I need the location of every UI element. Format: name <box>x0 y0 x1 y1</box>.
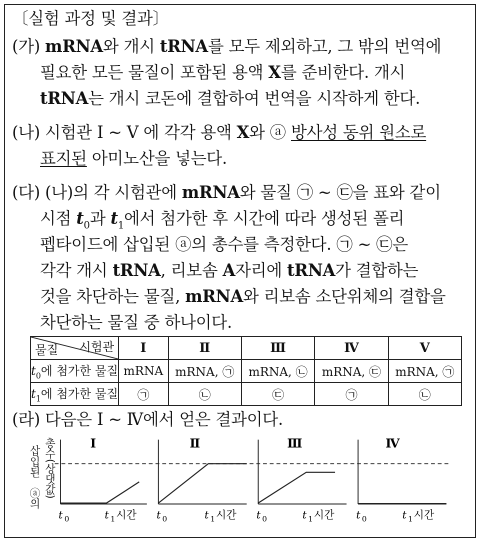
panel-2-t0: t <box>156 509 161 522</box>
tube-header: Ⅱ <box>168 337 241 360</box>
table-row <box>31 383 462 406</box>
panel-2-t1: t <box>204 509 209 522</box>
tube-header: Ⅰ <box>119 337 168 360</box>
panel-3-t0-sub: 0 <box>262 514 267 524</box>
panel-1-t0: t <box>58 509 63 522</box>
trna-term: tRNA <box>112 261 161 280</box>
panel-4-t1-sub: 1 <box>408 514 413 524</box>
text: , 리보솜 <box>160 261 223 280</box>
text: 를 모두 제외하고, 그 밖의 번역에 <box>207 37 442 56</box>
panel-4 <box>356 435 446 523</box>
tube-header: Ⅴ <box>388 337 461 360</box>
panel-2-label: Ⅱ <box>189 435 201 451</box>
table-cell: ㉠ <box>315 383 388 406</box>
t-subscript: 1 <box>35 394 41 404</box>
step-na-line2 <box>40 149 227 169</box>
text: 차단하는 물질 중 하나이다. <box>40 313 233 332</box>
step-na-marker: (나) <box>12 123 41 142</box>
table-cell: ㉠ <box>119 383 168 406</box>
text: 자리에 <box>235 261 288 280</box>
mrna-term: mRNA <box>45 37 103 56</box>
trna-term: tRNA <box>159 37 208 56</box>
table-cell: mRNA, ㉠ <box>168 360 241 383</box>
header-substance-label: 물질 <box>35 343 59 357</box>
panel-3-curve <box>258 472 335 503</box>
table-cell: ㉡ <box>168 383 241 406</box>
text: 과 <box>89 209 111 228</box>
table-cell: mRNA, ㉠ <box>388 360 461 383</box>
a-site-term: A <box>222 261 236 280</box>
text: 에서 첨가한 후 시간에 따라 생성된 폴리 <box>124 209 405 228</box>
step-da-line1 <box>12 183 441 203</box>
table-cell: ㉡ <box>388 383 461 406</box>
step-ga-marker: (가) <box>12 37 41 56</box>
panel-1-label: Ⅰ <box>90 435 97 451</box>
text: 가 결합하는 <box>335 261 419 280</box>
panel-4-label: Ⅳ <box>385 435 400 451</box>
tube-header: Ⅳ <box>315 337 388 360</box>
row-label-text: 에 첨가한 물질 <box>40 386 119 401</box>
panel-4-t1: t <box>402 509 407 522</box>
table-cell: ㉢ <box>241 383 314 406</box>
y-axis-label <box>29 438 56 510</box>
text: 펩타이드에 삽입된 ⓐ의 총수를 측정한다. ㉠ ~ ㉢은 <box>40 235 408 254</box>
step-ga-line3 <box>40 89 420 109</box>
text: 와 물질 ㉠ ~ ㉢을 표와 같이 <box>239 183 441 202</box>
substance-table <box>30 336 462 406</box>
text: 와 개시 <box>102 37 160 56</box>
step-ra-marker: (라) <box>12 410 41 429</box>
panel-1-t1-sub: 1 <box>110 514 116 524</box>
panel-2-time: 시간 <box>216 509 237 522</box>
underlined-text: 방사성 동위 원소로 <box>291 123 427 142</box>
panel-2-t0-sub: 0 <box>162 514 168 524</box>
mrna-term: mRNA <box>181 183 240 202</box>
text: 아미노산을 넣는다. <box>86 149 228 168</box>
panel-3-label: Ⅲ <box>287 435 303 451</box>
section-title <box>12 9 169 29</box>
text: 것을 차단하는 물질, <box>40 287 186 306</box>
panel-4-t0: t <box>356 509 361 522</box>
row-label-text: 에 첨가한 물질 <box>40 363 119 378</box>
table-cell: mRNA, ㉡ <box>241 360 314 383</box>
panel-3-t1: t <box>302 509 307 522</box>
y-label-part1: 삽입된 <box>28 445 41 478</box>
text: 와 ⓐ <box>249 123 292 142</box>
panel-4-time: 시간 <box>413 509 435 522</box>
solution-x: X <box>268 63 281 82</box>
step-ga-line1 <box>12 37 441 57</box>
panel-3-t0: t <box>256 509 261 522</box>
panel-4-t0-sub: 0 <box>361 514 367 524</box>
text: (나)의 각 시험관에 <box>40 183 182 202</box>
y-label-part2: ⓐ의 <box>28 487 41 509</box>
step-ga-line2 <box>40 63 405 83</box>
tube-header: Ⅲ <box>241 337 314 360</box>
solution-x: X <box>236 123 250 142</box>
panel-2-t1-sub: 1 <box>210 514 216 524</box>
mrna-term: mRNA <box>185 287 243 306</box>
text: 시험관 Ⅰ ~ Ⅴ 에 각각 용액 <box>40 123 237 142</box>
header-tube-label: 시험관 <box>79 340 115 354</box>
y-label-part3: 총수(상댓값) <box>43 437 56 499</box>
panel-1-t1: t <box>104 509 109 522</box>
t-subscript: 0 <box>35 371 41 381</box>
text: 시점 <box>40 209 77 228</box>
text: 와 리보솜 소단위체의 결합을 <box>242 287 446 306</box>
panel-3-t1-sub: 1 <box>308 514 314 524</box>
table-corner-cell <box>31 337 119 360</box>
text: 각각 개시 <box>40 261 113 280</box>
step-na-line1 <box>12 123 426 143</box>
text: 를 준비한다. 개시 <box>280 63 406 82</box>
panel-3 <box>256 435 346 523</box>
row-label <box>31 383 119 406</box>
panel-2 <box>156 435 246 523</box>
panel-1-time: 시간 <box>116 509 137 522</box>
t0-subscript: 0 <box>83 220 90 232</box>
underlined-text: 표지된 <box>40 149 87 168</box>
table-row <box>31 360 462 383</box>
panel-1 <box>59 435 147 523</box>
step-da-line2 <box>40 209 404 236</box>
panel-1-curve <box>60 482 139 503</box>
t1-symbol: t <box>110 209 118 228</box>
step-da-line5 <box>40 287 446 307</box>
step-da-line3 <box>40 235 408 255</box>
t1-subscript: 1 <box>117 220 125 232</box>
table-cell: mRNA <box>119 360 168 383</box>
step-da-line6 <box>40 313 232 333</box>
table-cell: mRNA, ㉢ <box>315 360 388 383</box>
text: 필요한 모든 물질이 포함된 용액 <box>40 63 269 82</box>
table-header-row <box>31 337 462 360</box>
t-symbol: t <box>31 363 36 378</box>
section-title-text: 〔실험 과정 및 결과〕 <box>12 9 169 28</box>
panel-3-time: 시간 <box>313 509 335 522</box>
trna-term: tRNA <box>40 89 89 108</box>
t0-symbol: t <box>76 209 84 228</box>
step-da-marker: (다) <box>12 183 41 202</box>
panel-1-t0-sub: 0 <box>64 514 70 524</box>
row-label <box>31 360 119 383</box>
step-ra-line <box>12 410 283 430</box>
trna-term: tRNA <box>287 261 336 280</box>
panel-2-curve <box>158 464 246 503</box>
results-graphs <box>20 432 460 528</box>
text: 다음은 Ⅰ ~ Ⅳ에서 얻은 결과이다. <box>40 410 284 429</box>
step-da-line4 <box>40 261 418 281</box>
t-symbol: t <box>31 386 36 401</box>
text: 는 개시 코돈에 결합하여 번역을 시작하게 한다. <box>88 89 421 108</box>
